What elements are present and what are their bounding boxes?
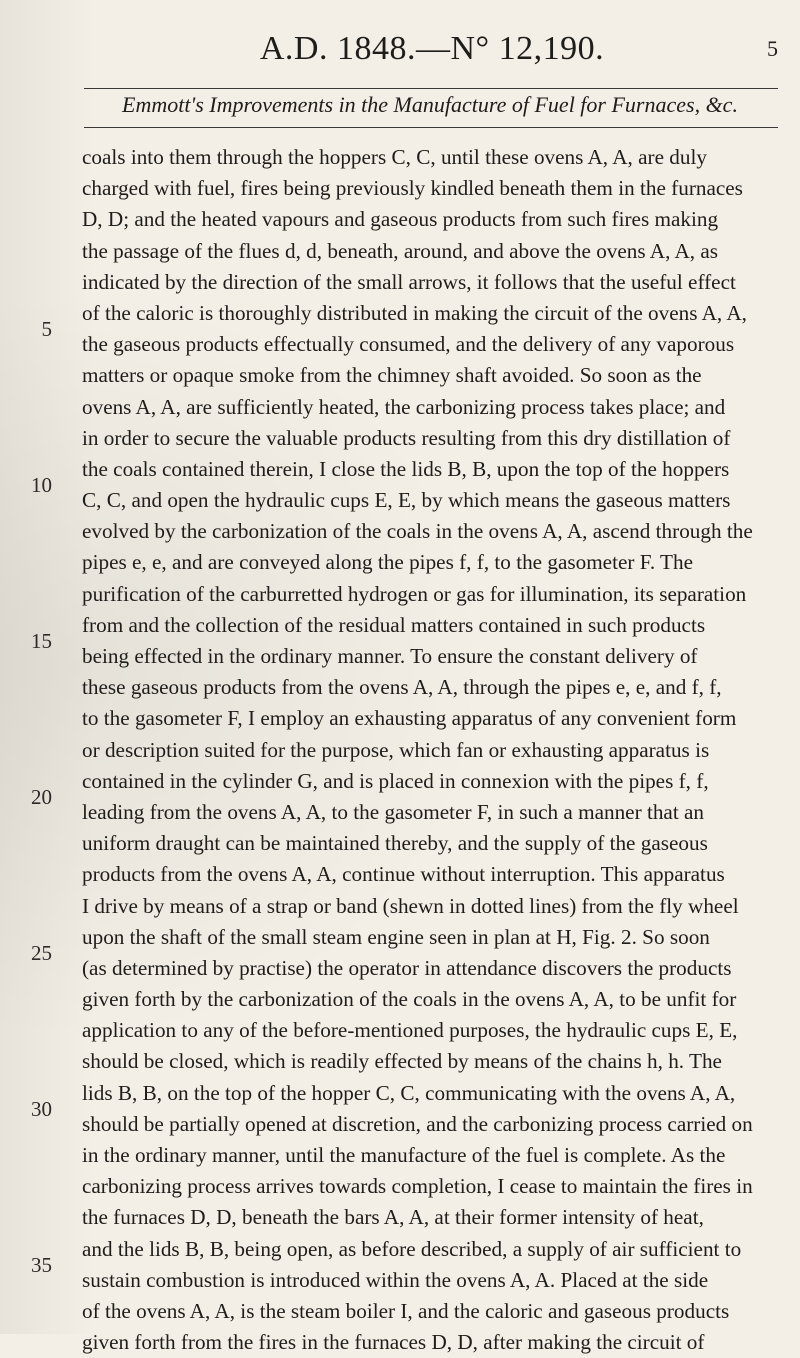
line-number-35: 35	[31, 1253, 52, 1277]
text-line: the coals contained therein, I close the lids B, B, upon the top of the hoppers	[82, 456, 730, 481]
text-line: and the lids B, B, being open, as before described, a supply of air sufficient to	[82, 1236, 742, 1261]
text-line: in the ordinary manner, until the manufacture of the fuel is complete. As the	[82, 1143, 726, 1167]
text-line: C, C, and open the hydraulic cups E, E, by which means the gaseous matters	[82, 488, 731, 513]
text-line: of the ovens A, A, is the steam boiler I, and the caloric and gaseous products	[82, 1298, 730, 1323]
text-line: being effected in the ordinary manner. To ensure the constant delivery of	[82, 644, 698, 668]
text-line: matters or opaque smoke from the chimney shaft avoided. So soon as the	[82, 363, 702, 388]
text-line: I drive by means of a strap or band (shewn in dotted lines) from the fly wheel	[82, 893, 739, 918]
line-number-30: 30	[31, 1097, 52, 1121]
line-number-10: 10	[31, 473, 52, 497]
text-line: should be partially opened at discretion, and the carbonizing process carried on	[82, 1111, 753, 1136]
text-line: the furnaces D, D, beneath the bars A, A, at their former intensity of heat,	[82, 1205, 704, 1230]
text-line: contained in the cylinder G, and is placed in connexion with the pipes f, f,	[82, 768, 709, 793]
text-line: application to any of the before-mentioned purposes, the hydraulic cups E, E,	[82, 1018, 738, 1043]
line-number-5: 5	[41, 317, 52, 341]
text-line: leading from the ovens A, A, to the gasometer F, in such a manner that an	[82, 799, 705, 824]
patent-header-title: A.D. 1848.—N° 12,190.	[259, 30, 605, 67]
line-number-20: 20	[31, 785, 52, 809]
text-line: should be closed, which is readily effected by means of the chains h, h. The	[82, 1049, 722, 1074]
text-line: lids B, B, on the top of the hopper C, C, communicating with the ovens A, A,	[82, 1080, 736, 1105]
text-line: uniform draught can be maintained thereby, and the supply of the gaseous	[82, 831, 708, 856]
text-line: the passage of the flues d, d, beneath, around, and above the ovens A, A, as	[82, 238, 719, 263]
text-line: coals into them through the hoppers C, C, until these ovens A, A, are duly	[82, 145, 707, 169]
line-number-25: 25	[31, 941, 52, 965]
text-line: the gaseous products effectually consumed, and the delivery of any vaporous	[82, 332, 735, 357]
subheader-rule	[84, 127, 778, 128]
page-number: 5	[767, 36, 778, 61]
text-line: from and the collection of the residual matters contained in such products	[82, 612, 706, 637]
text-line: D, D; and the heated vapours and gaseous products from such fires making	[82, 207, 719, 232]
text-line: given forth by the carbonization of the coals in the ovens A, A, to be unfit for	[82, 987, 737, 1012]
text-line: ovens A, A, are sufficiently heated, the carbonizing process takes place; and	[82, 394, 726, 419]
text-line: sustain combustion is introduced within the ovens A, A. Placed at the side	[82, 1267, 709, 1292]
text-line: of the caloric is thoroughly distributed in making the circuit of the ovens A, A,	[82, 300, 747, 325]
text-line: these gaseous products from the ovens A, A, through the pipes e, e, and f, f,	[82, 675, 722, 700]
text-line: given forth from the fires in the furnaces D, D, after making the circuit of	[82, 1330, 705, 1355]
text-line: in order to secure the valuable products resulting from this dry distillation of	[82, 425, 731, 450]
text-line: or description suited for the purpose, which fan or exhausting apparatus is	[82, 737, 710, 762]
header-rule	[84, 88, 778, 89]
text-line: evolved by the carbonization of the coals in the ovens A, A, ascend through the	[82, 519, 753, 544]
text-line: indicated by the direction of the small arrows, it follows that the useful effect	[82, 269, 736, 294]
text-line: purification of the carburretted hydrogen or gas for illumination, its separation	[82, 581, 747, 606]
text-line: products from the ovens A, A, continue without interruption. This apparatus	[82, 862, 725, 887]
text-line: charged with fuel, fires being previously kindled beneath them in the furnaces	[82, 176, 743, 201]
text-line: pipes e, e, and are conveyed along the pipes f, f, to the gasometer F. The	[82, 550, 693, 575]
line-number-15: 15	[31, 629, 52, 653]
text-line: to the gasometer F, I employ an exhausting apparatus of any convenient form	[82, 706, 737, 731]
page-header	[86, 22, 778, 67]
body-text	[82, 142, 778, 1358]
text-line: (as determined by practise) the operator in attendance discovers the products	[82, 955, 732, 980]
text-line: upon the shaft of the small steam engine seen in plan at H, Fig. 2. So soon	[82, 924, 710, 949]
text-line: carbonizing process arrives towards completion, I cease to maintain the fires in	[82, 1174, 753, 1199]
running-title: Emmott's Improvements in the Manufacture of Fuel for Furnaces, &c.	[122, 92, 738, 117]
